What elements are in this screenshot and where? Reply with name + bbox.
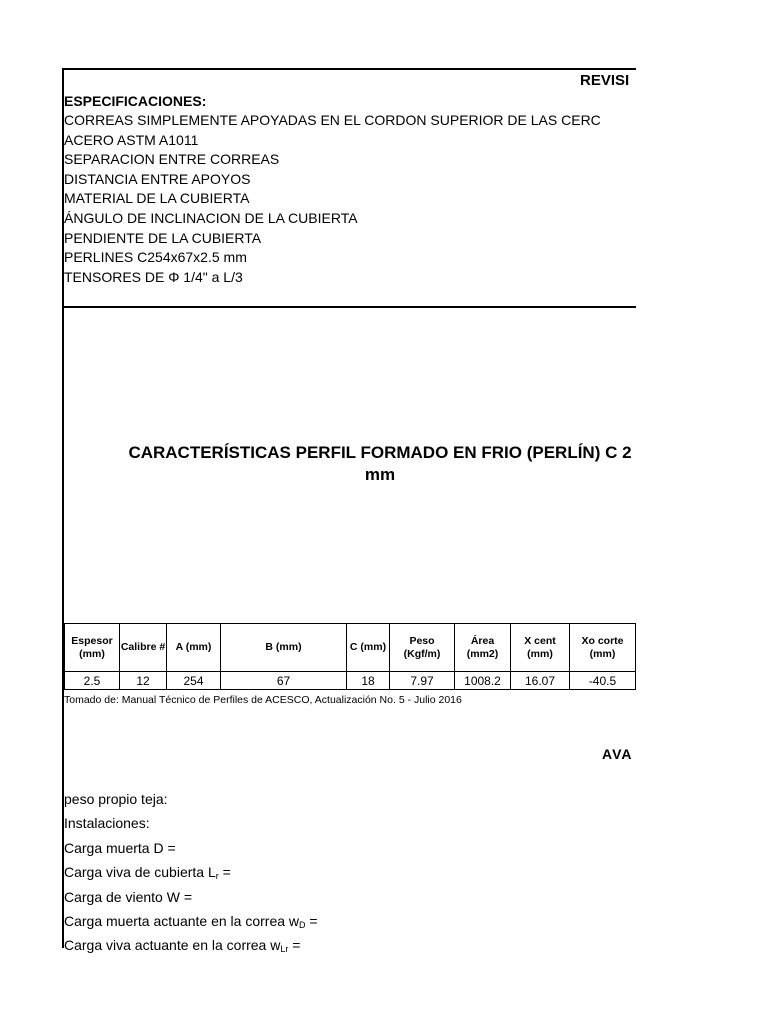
live-purlin-subscript: Lr	[280, 944, 289, 955]
revision-heading: REVISI	[580, 72, 630, 89]
loads-list	[64, 787, 318, 958]
dead-purlin-subscript: D	[299, 919, 306, 930]
value-cell: 2.5	[65, 672, 120, 690]
profile-title-line2: mm	[364, 465, 396, 484]
spec-line: PENDIENTE DE LA CUBIERTA	[64, 229, 262, 246]
load-line-teja: peso propio teja:	[64, 791, 168, 807]
load-line-dead: Carga muerta D =	[64, 839, 176, 856]
load-line-live-purlin	[64, 933, 318, 957]
spec-line: PERLINES C254x67x2.5 mm	[64, 249, 247, 266]
spec-line: SEPARACION ENTRE CORREAS	[64, 151, 280, 168]
value-cell: 16.07	[511, 672, 570, 690]
table-header-row	[65, 624, 636, 672]
dead-purlin-eq: =	[305, 912, 318, 929]
live-purlin-text: Carga viva actuante en la correa w	[64, 937, 281, 954]
header-cell: Calibre #	[120, 624, 167, 672]
specifications-list	[64, 111, 601, 287]
spec-line: MATERIAL DE LA CUBIERTA	[64, 190, 250, 207]
content-area	[64, 0, 636, 1024]
dead-purlin-text: Carga muerta actuante en la correa w	[64, 912, 300, 929]
value-cell: 7.97	[390, 672, 455, 690]
spec-line: CORREAS SIMPLEMENTE APOYADAS EN EL CORDON SUPERIOR DE LAS CERC	[64, 112, 601, 128]
spec-line: ÁNGULO DE INCLINACION DE LA CUBIERTA	[64, 209, 358, 226]
value-cell: -40.5	[570, 672, 636, 690]
live-roof-text: Carga viva de cubierta L	[64, 864, 216, 881]
table-row	[65, 672, 636, 690]
header-cell: Xo corte (mm)	[570, 624, 636, 672]
profile-table	[64, 623, 636, 690]
spec-line: ACERO ASTM A1011	[64, 131, 199, 148]
load-line-dead-purlin	[64, 909, 318, 933]
value-cell: 1008.2	[455, 672, 511, 690]
load-analysis-heading: AVA	[602, 746, 633, 762]
live-roof-eq: =	[218, 864, 231, 881]
header-cell: Área (mm2)	[455, 624, 511, 672]
spec-line: TENSORES DE Φ 1/4" a L/3	[64, 268, 243, 285]
profile-characteristics-title	[64, 442, 636, 486]
header-cell: A (mm)	[167, 624, 221, 672]
profile-title-line1: CARACTERÍSTICAS PERFIL FORMADO EN FRIO (PERLÍN) C 2	[128, 443, 632, 462]
live-roof-subscript: r	[215, 871, 219, 882]
load-line-wind: Carga de viento W =	[64, 888, 193, 905]
specifications-title: ESPECIFICACIONES:	[64, 93, 207, 109]
header-cell: Peso (Kgf/m)	[390, 624, 455, 672]
header-cell: X cent (mm)	[511, 624, 570, 672]
header-cell: Espesor (mm)	[65, 624, 120, 672]
value-cell: 67	[221, 672, 347, 690]
load-line-live-roof	[64, 860, 318, 884]
live-purlin-eq: =	[288, 937, 301, 954]
header-cell: B (mm)	[221, 624, 347, 672]
value-cell: 12	[120, 672, 167, 690]
load-line-instalaciones: Instalaciones:	[64, 815, 150, 832]
source-note: Tomado de: Manual Técnico de Perfiles de ACESCO, Actualización No. 5 - Julio 2016	[64, 694, 462, 706]
value-cell: 18	[347, 672, 390, 690]
header-cell: C (mm)	[347, 624, 390, 672]
spec-line: DISTANCIA ENTRE APOYOS	[64, 170, 251, 187]
value-cell: 254	[167, 672, 221, 690]
